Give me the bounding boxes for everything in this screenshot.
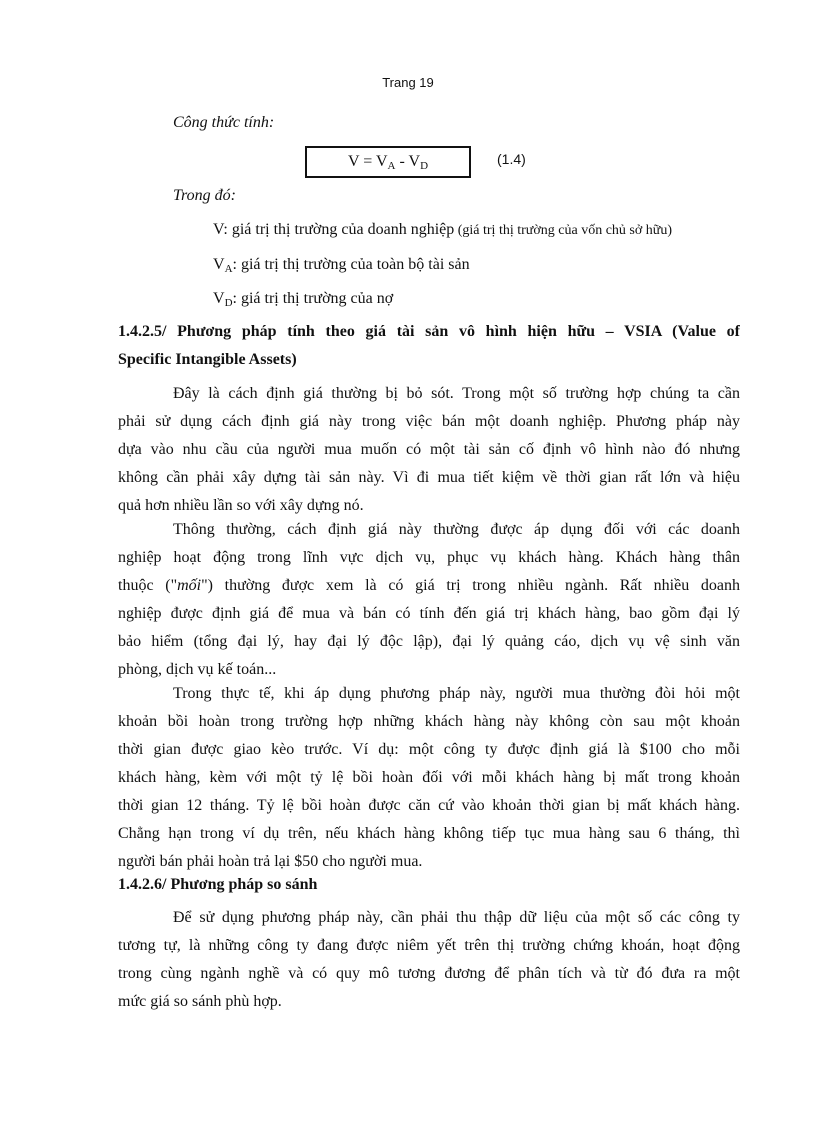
- text-line: Trong thực tế, khi áp dụng phương pháp này, người mua thường đòi hỏi một: [173, 685, 740, 702]
- text-line: [118, 572, 740, 600]
- text-line: Đây là cách định giá thường bị bỏ sót. Trong một số trường hợp chúng ta cần: [173, 385, 740, 402]
- formula-lhs: V = V: [347, 153, 388, 170]
- definition-v: [213, 221, 672, 239]
- text-line: thời gian 12 tháng. Tỷ lệ bồi hoàn được căn cứ vào khoản thời gian bị mất khách hàng.: [118, 797, 740, 814]
- text-line: khoản bồi hoàn trong trường hợp những khách hàng này không còn sau một khoản: [118, 713, 740, 730]
- formula-intro: Công thức tính:: [173, 114, 275, 131]
- formula-box: [305, 146, 471, 178]
- text-line: dựa vào nhu cầu của người mua muốn có một tài sản cố định vô hình nào đó nhưng: [118, 441, 740, 458]
- definition-vd: [213, 290, 393, 308]
- definition-note: (giá trị thị trường của vốn chủ sở hữu): [454, 223, 673, 238]
- text-line: người bán phải hoàn trả lại $50 cho người mua.: [118, 853, 423, 870]
- definition-va: [213, 256, 470, 274]
- text-line: tương tự, là những công ty đang được niêm yết trên thị trường chứng khoán, hoạt động: [118, 937, 740, 954]
- page-number: Trang 19: [382, 75, 434, 90]
- text-line: quả hơn nhiều lần so với xây dựng nó.: [118, 497, 364, 514]
- definition-text: : giá trị thị trường của nợ: [232, 290, 394, 307]
- section-heading-comparison: 1.4.2.6/ Phương pháp so sánh: [118, 876, 318, 893]
- section-heading-vsia: [118, 318, 740, 374]
- formula-number: (1.4): [497, 151, 526, 167]
- text-line: phải sử dụng cách định giá này trong việc bán một doanh nghiệp. Phương pháp này: [118, 413, 740, 430]
- text-line: Để sử dụng phương pháp này, cần phải thu thập dữ liệu của một số các công ty: [173, 909, 740, 926]
- text-line: trong cùng ngành nghề và có quy mô tương đương để phân tích và từ đó đưa ra một: [118, 965, 740, 982]
- text-line: khách hàng, kèm với một tỷ lệ bồi hoàn đối với mỗi khách hàng bị mất trong khoản: [118, 769, 740, 786]
- text-fragment: thuộc (": [118, 577, 178, 594]
- text-fragment: ") thường được xem là có giá trị trong nhiều ngành. Rất nhiều doanh: [201, 577, 740, 594]
- where-label: Trong đó:: [173, 187, 236, 204]
- definition-sub: D: [224, 297, 233, 309]
- text-line: phòng, dịch vụ kế toán...: [118, 661, 277, 678]
- definition-symbol: V: [213, 256, 225, 273]
- paragraph-comparison: [118, 904, 740, 1016]
- text-line: Chẳng hạn trong ví dụ trên, nếu khách hàng không tiếp tục mua hàng sau 6 tháng, thì: [118, 825, 740, 842]
- formula-sub-d: D: [420, 160, 429, 172]
- text-line: nghiệp được định giá để mua và bán có tính đến giá trị khách hàng, bao gồm đại lý: [118, 605, 740, 622]
- formula-mid: - V: [395, 153, 421, 170]
- paragraph-vsia-usage: [118, 516, 740, 684]
- paragraph-vsia-intro: [118, 380, 740, 520]
- text-line: không cần phải xây dựng tài sản này. Vì đi mua tiết kiệm về thời gian rất lớn và hiệu: [118, 469, 740, 486]
- text-line: Thông thường, cách định giá này thường được áp dụng đối với các doanh: [173, 521, 740, 538]
- italic-term: mối: [177, 577, 202, 594]
- text-line: nghiệp hoạt động trong lĩnh vực dịch vụ, phục vụ khách hàng. Khách hàng thân: [118, 549, 740, 566]
- definition-sub: A: [224, 263, 233, 275]
- definition-symbol: V: [213, 221, 224, 238]
- text-line: thời gian được giao kèo trước. Ví dụ: một công ty được định giá là $100 cho mỗi: [118, 741, 740, 758]
- text-line: bảo hiểm (tổng đại lý, hay đại lý độc lập), đại lý quảng cáo, dịch vụ vệ sinh văn: [118, 633, 740, 650]
- paragraph-vsia-example: [118, 680, 740, 876]
- formula-sub-a: A: [387, 160, 396, 172]
- heading-line: 1.4.2.5/ Phương pháp tính theo giá tài sản vô hình hiện hữu – VSIA (Value of: [118, 323, 740, 340]
- definition-text: : giá trị thị trường của toàn bộ tài sản: [232, 256, 470, 273]
- text-line: mức giá so sánh phù hợp.: [118, 993, 282, 1010]
- definition-text: : giá trị thị trường của doanh nghiệp: [223, 221, 455, 238]
- definition-symbol: V: [213, 290, 225, 307]
- heading-line: Specific Intangible Assets): [118, 351, 297, 368]
